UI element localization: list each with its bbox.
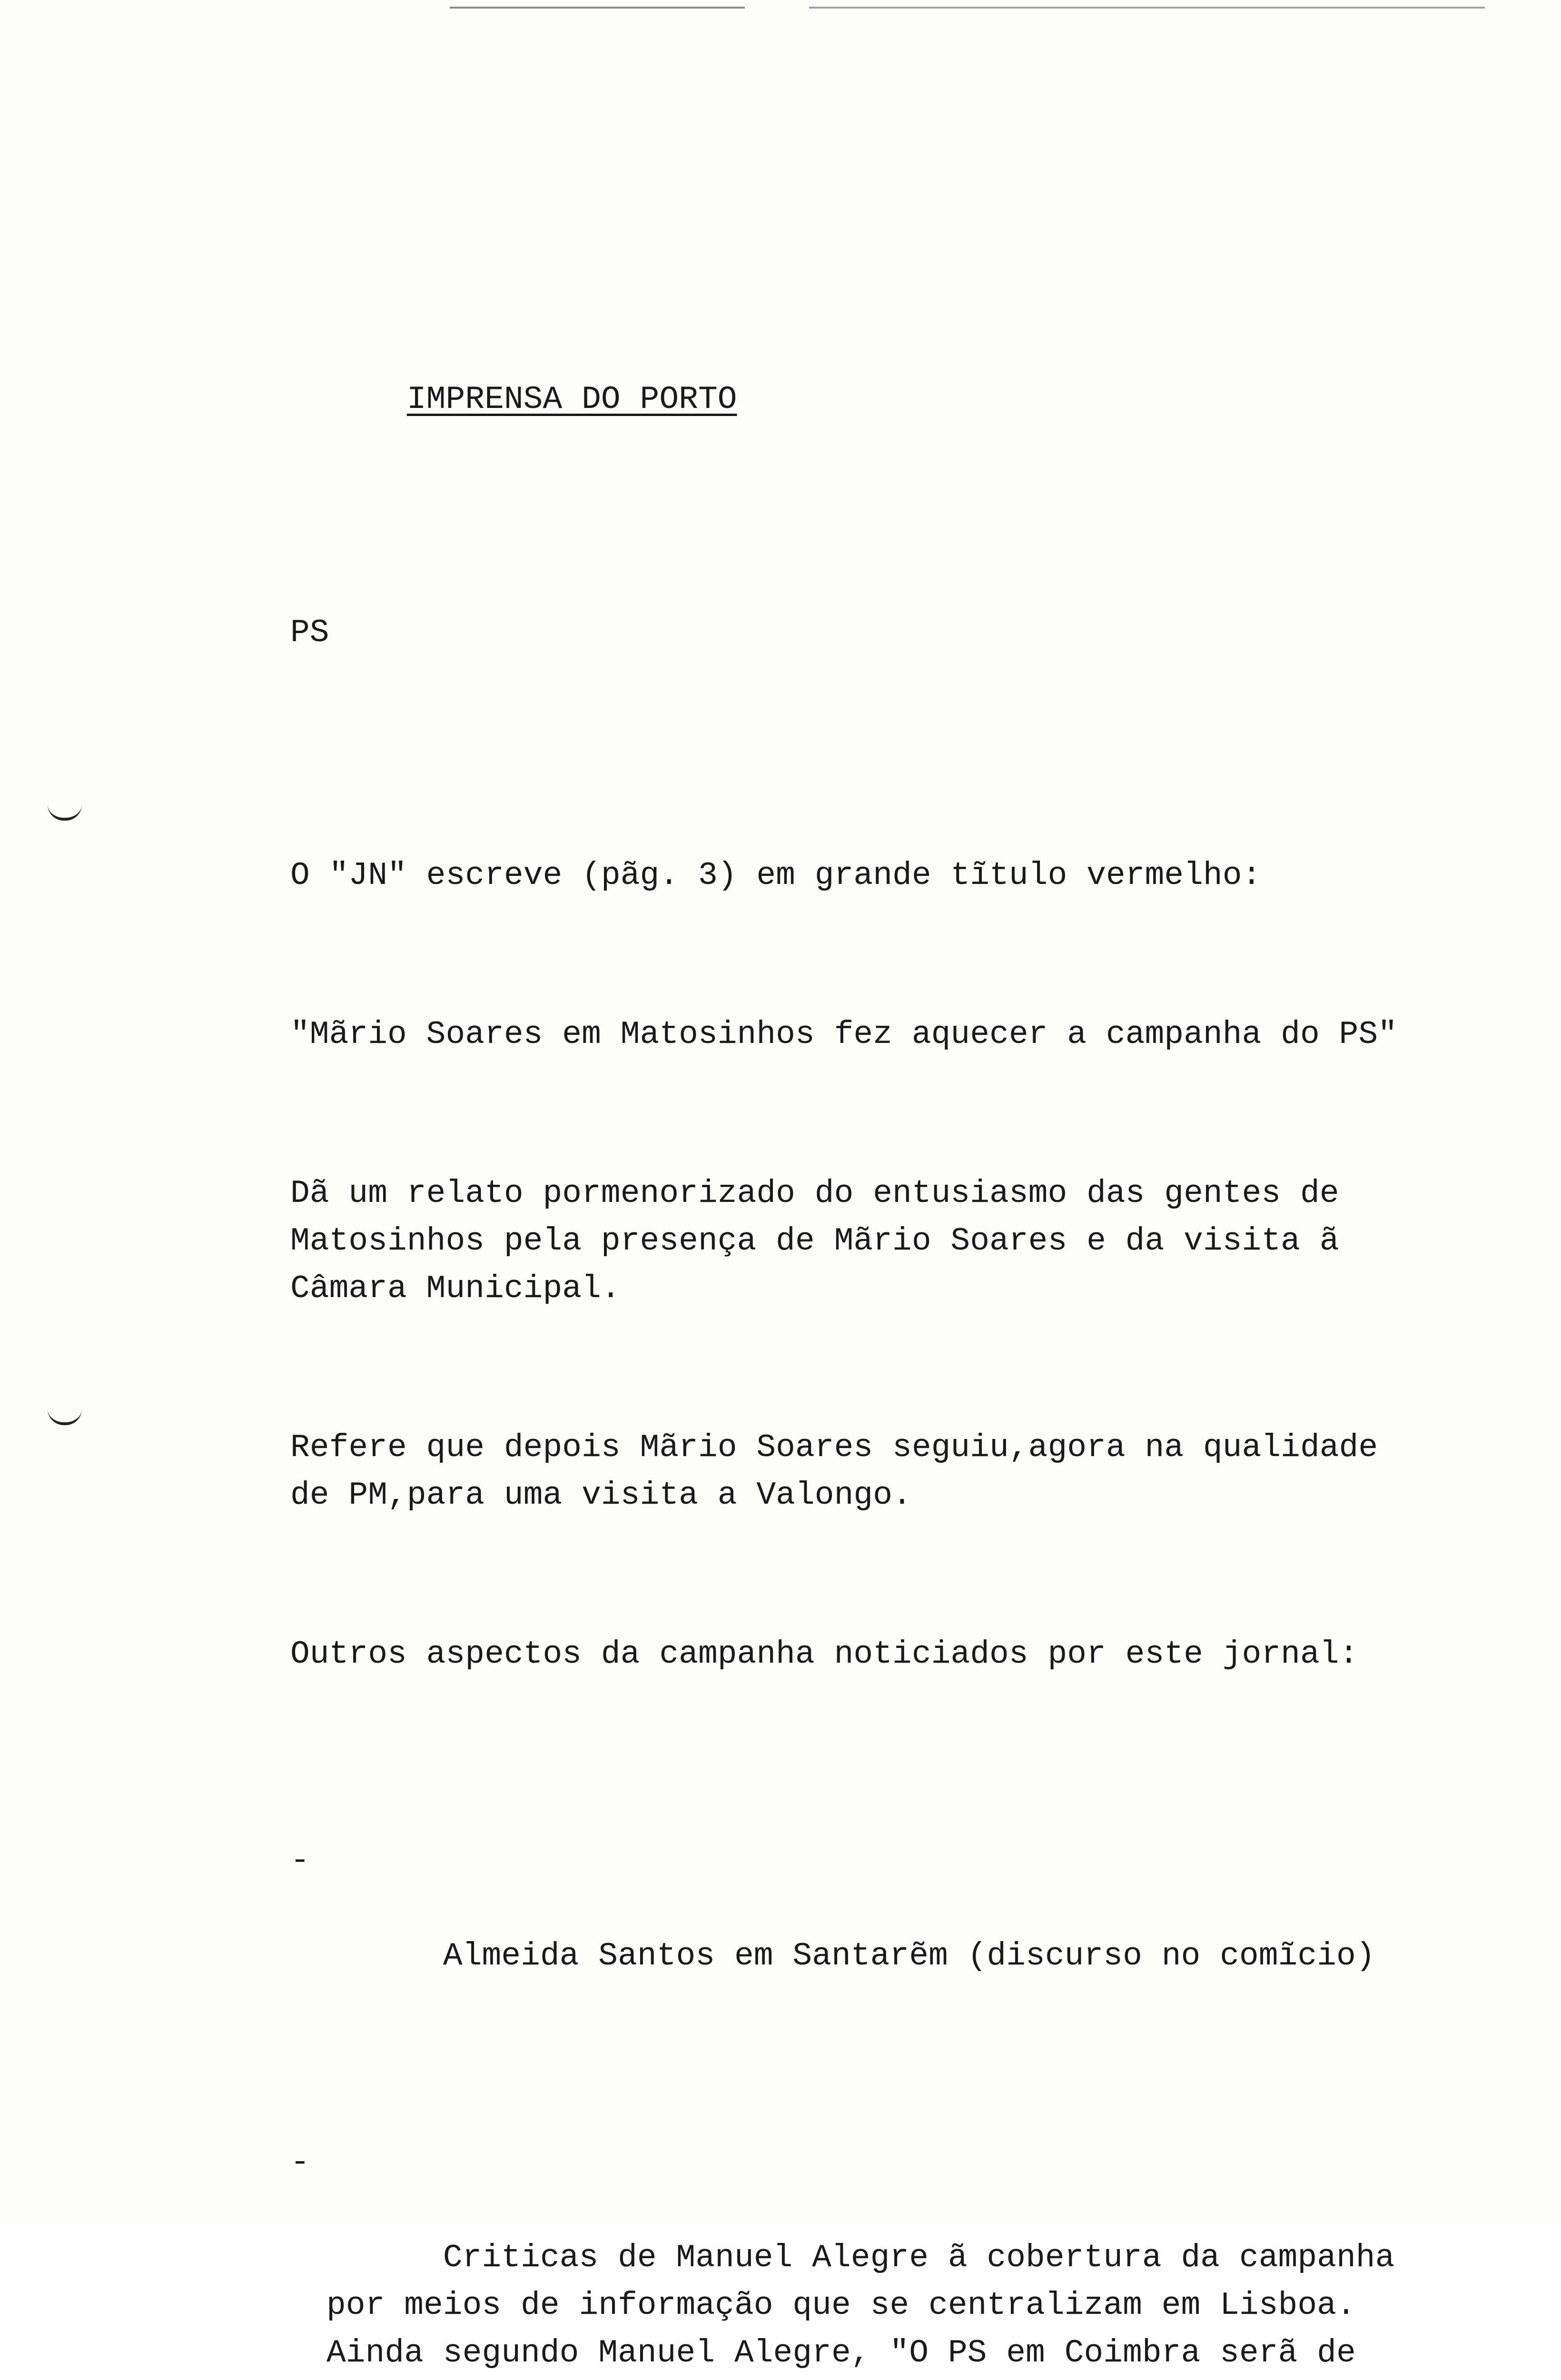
bullet-text: Almeida Santos em Santarẽm (discurso no comĩcio) <box>443 1938 1375 1974</box>
margin-punch-mark <box>48 804 82 821</box>
paragraph: O "JN" escreve (pãg. 3) em grande tĩtulo vermelho: <box>290 857 1262 894</box>
heading-text: IMPRENSA DO PORTO <box>406 381 737 418</box>
section-label: PS <box>290 615 329 651</box>
paragraph: "Mãrio Soares em Matosinhos fez aquecer a campanha do PS" <box>290 1016 1397 1053</box>
top-rule-left <box>450 7 745 9</box>
margin-punch-mark <box>48 1409 82 1425</box>
bullet-item <box>290 2139 1433 2380</box>
bullet-item <box>290 1837 1433 2028</box>
top-rule-right <box>809 7 1485 9</box>
paragraph: Refere que depois Mãrio Soares seguiu,agora na qualidade de PM,para uma visita a Valongo. <box>290 1429 1397 1514</box>
bullet-text: Criticas de Manuel Alegre ã cobertura da campanha por meios de informação que se centralizam em Lisboa. Ainda segundo Manuel Alegre, "O PS em Coimbra serã de <box>326 2240 1395 2371</box>
document-heading <box>290 328 1433 471</box>
bullet-marker: - <box>290 1843 310 1879</box>
paragraph: Outros aspectos da campanha noticiados por este jornal: <box>290 1636 1359 1673</box>
document-body <box>290 233 1433 2380</box>
paragraph: Dã um relato pormenorizado do entusiasmo das gentes de Matosinhos pela presença de Mãrio Soares e da visita ã Câmara Municipal. <box>290 1175 1359 1307</box>
bullet-marker: - <box>290 2144 310 2181</box>
